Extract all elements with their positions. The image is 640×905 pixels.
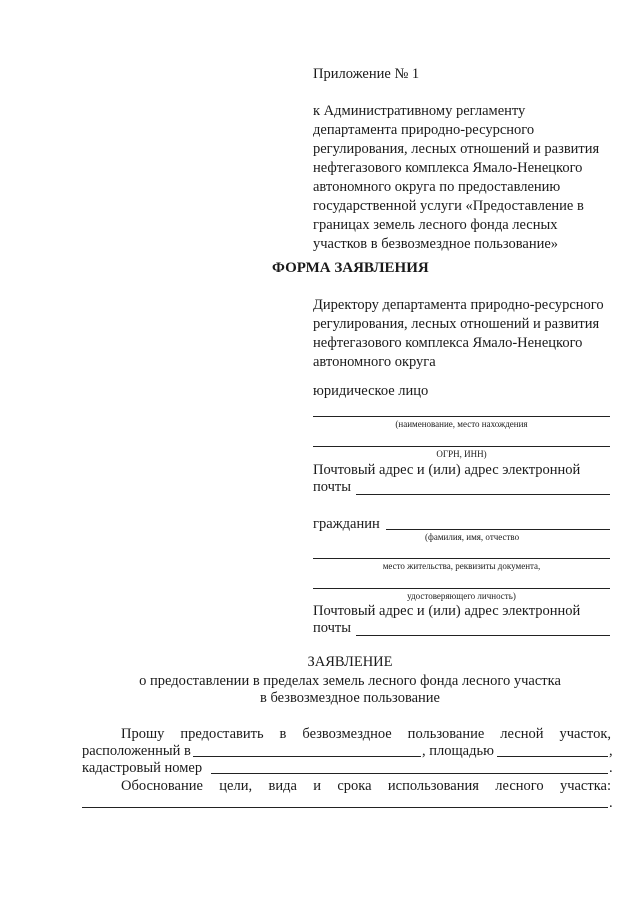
period: . (609, 795, 613, 811)
citizen-residence-field[interactable] (313, 558, 610, 559)
legal-entity-label: юридическое лицо (313, 383, 429, 399)
citizen-hint-residence: место жительства, реквизиты документа, (382, 561, 541, 571)
area-field[interactable] (497, 756, 608, 757)
citizen-name-field[interactable] (386, 529, 610, 530)
appendix-line: автономного округа по предоставлению (313, 179, 561, 195)
citizen-email-label: почты (313, 620, 352, 636)
location-field[interactable] (193, 756, 421, 757)
citizen-email-field[interactable] (356, 635, 610, 636)
citizen-postal-label: Почтовый адрес и (или) адрес электронной (313, 603, 581, 619)
legal-entity-email-label: почты (313, 479, 352, 495)
legal-entity-postal-label: Почтовый адрес и (или) адрес электронной (313, 462, 581, 478)
legal-entity-name-field[interactable] (313, 416, 610, 417)
addressee-line: нефтегазового комплекса Ямало-Ненецкого (313, 335, 583, 351)
justification-paragraph: Обоснование цели, вида и срока использования лесного участка: (121, 778, 611, 794)
cadastral-number-field[interactable] (211, 773, 608, 774)
application-title: ЗАЯВЛЕНИЕ (307, 654, 393, 670)
appendix-line: нефтегазового комплекса Ямало-Ненецкого (313, 160, 583, 176)
addressee-block (313, 296, 604, 372)
application-subtitle: о предоставлении в пределах земель лесного фонда лесного участка (139, 673, 561, 689)
appendix-line: к Административному регламенту (313, 103, 526, 119)
legal-entity-hint-name: (наименование, место нахождения (395, 419, 528, 429)
citizen-hint-document: удостоверяющего личность) (407, 591, 516, 601)
legal-entity-hint-ogrn: ОГРН, ИНН) (436, 449, 487, 459)
citizen-hint-name: (фамилия, имя, отчество (425, 532, 520, 542)
appendix-line: участков в безвозмездное пользование» (313, 236, 559, 252)
citizen-document-field[interactable] (313, 588, 610, 589)
citizen-label: гражданин (313, 516, 380, 532)
located-in-label: расположенный в (82, 743, 191, 759)
legal-entity-ogrn-field[interactable] (313, 446, 610, 447)
appendix-line: регулирования, лесных отношений и развития (313, 141, 600, 157)
cadastral-label: кадастровый номер (82, 760, 203, 776)
area-label: , площадью (422, 743, 494, 759)
appendix-line: государственной услуги «Предоставление в (313, 198, 584, 214)
addressee-line: автономного округа (313, 354, 436, 370)
legal-entity-email-field[interactable] (356, 494, 610, 495)
addressee-line: Директору департамента природно-ресурсного (313, 297, 604, 313)
appendix-title: Приложение № 1 (313, 66, 420, 82)
addressee-line: регулирования, лесных отношений и развития (313, 316, 600, 332)
appendix-line: границах земель лесного фонда лесных (313, 217, 558, 233)
form-title: ФОРМА ЗАЯВЛЕНИЯ (272, 260, 429, 276)
application-paragraph: Прошу предоставить в безвозмездное пользование лесной участок, (121, 726, 611, 742)
justification-field[interactable] (82, 807, 608, 808)
application-subtitle: в безвозмездное пользование (259, 690, 440, 706)
appendix-description (313, 102, 599, 254)
appendix-line: департамента природно-ресурсного (313, 122, 535, 138)
comma: , (609, 743, 613, 759)
period: . (609, 760, 613, 776)
